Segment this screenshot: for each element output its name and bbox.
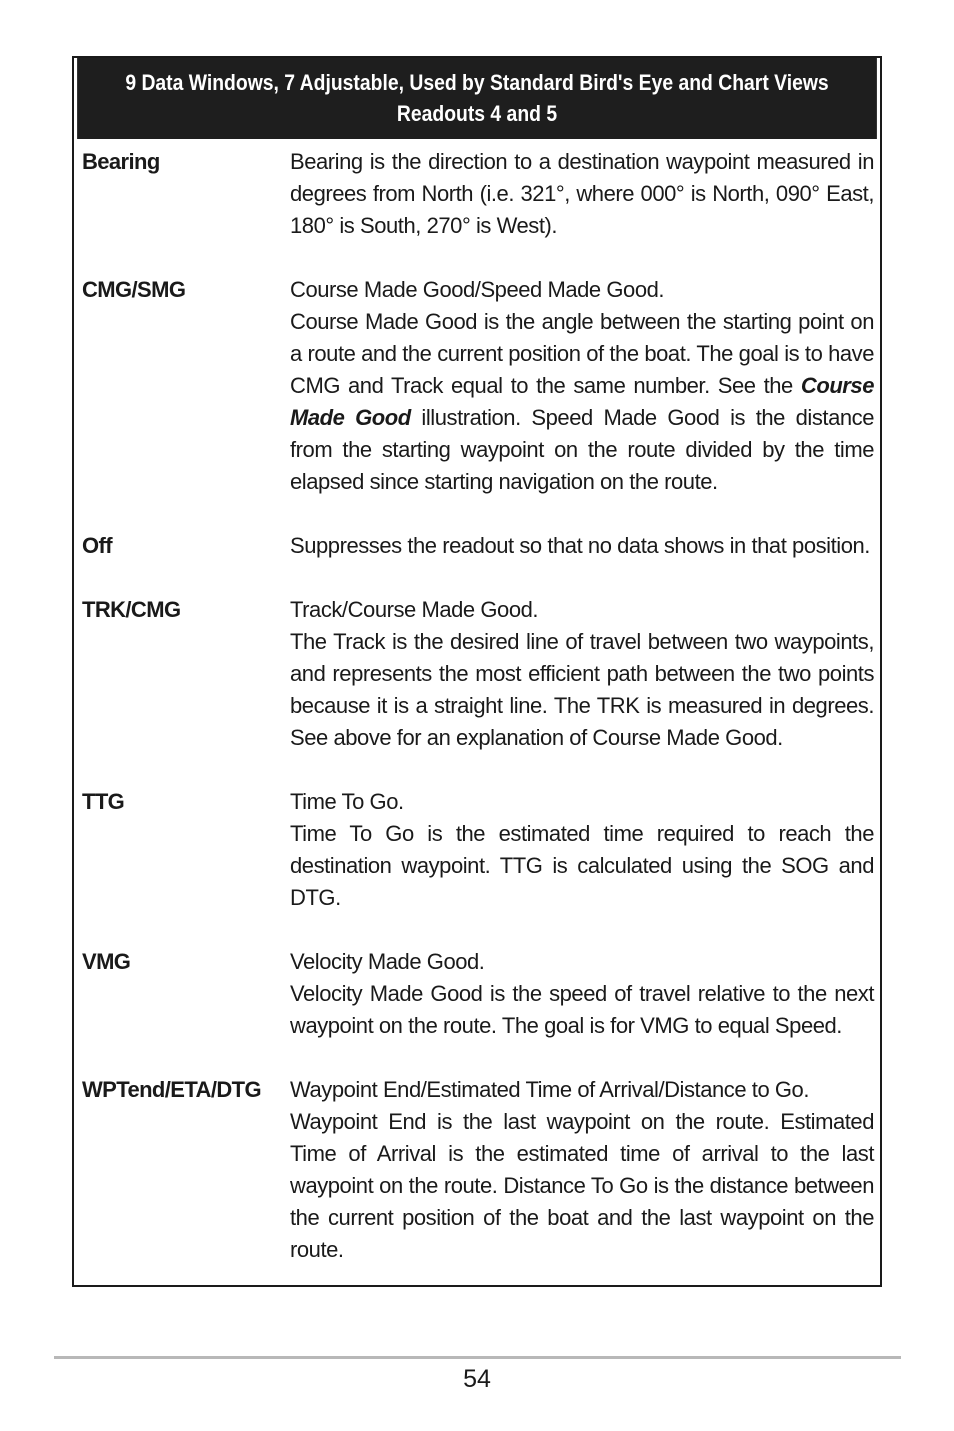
- term-wptend-eta-dtg: WPTend/ETA/DTG: [82, 1077, 261, 1102]
- data-windows-table: [72, 56, 882, 1287]
- table-title-line-1: 9 Data Windows, 7 Adjustable, Used by Standard Bird's Eye and Chart Views: [125, 70, 829, 95]
- term-cmg-smg: CMG/SMG: [82, 277, 186, 302]
- row-trk-cmg: [74, 594, 880, 754]
- term-trk-cmg: TRK/CMG: [82, 597, 181, 622]
- description-ttg: [290, 786, 874, 914]
- term-bearing: Bearing: [82, 149, 160, 174]
- description-text: Waypoint End/Estimated Time of Arrival/Distance to Go.: [290, 1077, 809, 1102]
- description-text-part: illustration. Speed Made Good is the distance from the starting waypoint on the route divided by the time elapsed since starting navigation on the route.: [290, 405, 874, 494]
- description-text: Velocity Made Good is the speed of travel relative to the next waypoint on the route. The goal is for VMG to equal Speed.: [290, 981, 874, 1038]
- description-vmg: [290, 946, 874, 1042]
- description-bearing: [290, 146, 874, 242]
- description-text: Time To Go.: [290, 789, 404, 814]
- row-ttg: [74, 786, 880, 914]
- table-rows: [74, 146, 880, 1298]
- row-vmg: [74, 946, 880, 1042]
- term-ttg: TTG: [82, 789, 125, 814]
- row-cmg-smg: [74, 274, 880, 498]
- description-text: Course Made Good/Speed Made Good.: [290, 277, 665, 302]
- description-text: Velocity Made Good.: [290, 949, 485, 974]
- description-text: [290, 306, 874, 498]
- description-wptend-eta-dtg: [290, 1074, 874, 1266]
- row-wptend-eta-dtg: [74, 1074, 880, 1266]
- description-off: [290, 530, 874, 562]
- description-text: Suppresses the readout so that no data shows in that position.: [290, 533, 870, 558]
- row-off: [74, 530, 880, 562]
- description-text: Waypoint End is the last waypoint on the route. Estimated Time of Arrival is the estimated time of arrival to the last waypoint on the route. Distance To Go is the distance between the current position of the boat and the last waypoint on the route.: [290, 1109, 874, 1262]
- table-header: [77, 58, 877, 139]
- description-text: Track/Course Made Good.: [290, 597, 539, 622]
- page-number: 54: [463, 1365, 491, 1393]
- description-trk-cmg: [290, 594, 874, 754]
- table-title-line-2: Readouts 4 and 5: [396, 101, 558, 126]
- description-cmg-smg: [290, 274, 874, 498]
- description-text: Time To Go is the estimated time required to reach the destination waypoint. TTG is calculated using the SOG and DTG.: [290, 821, 874, 910]
- description-text-part: Course Made Good is the angle between the starting point on a route and the current position of the boat. The goal is to have CMG and Track equal to the same number. See the: [290, 309, 874, 398]
- term-off: Off: [82, 533, 112, 558]
- description-text: The Track is the desired line of travel between two waypoints, and represents the most efficient path between the two points because it is a straight line. The TRK is measured in degrees. See above for an explanation of Course Made Good.: [290, 629, 874, 750]
- cross-reference: Course Made Good: [290, 373, 874, 430]
- row-bearing: [74, 146, 880, 242]
- term-vmg: VMG: [82, 949, 131, 974]
- footer-divider: [54, 1356, 901, 1359]
- description-text: Bearing is the direction to a destination waypoint measured in degrees from North (i.e. 321°, where 000° is North, 090° East, 180° is South, 270° is West).: [290, 149, 874, 238]
